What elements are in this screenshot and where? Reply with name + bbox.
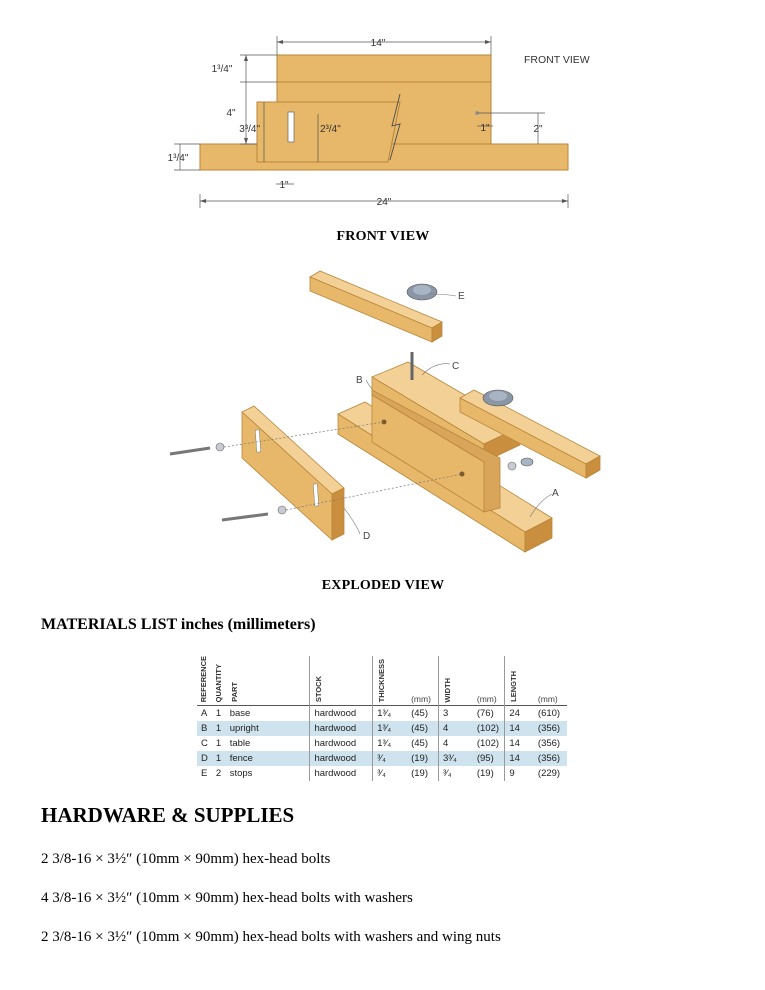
hardware-heading: HARDWARE & SUPPLIES (41, 803, 295, 827)
label-part-d: D (363, 531, 371, 542)
col-stock: STOCK (314, 676, 324, 703)
label-part-e: E (458, 291, 465, 302)
col-width: WIDTH (443, 677, 453, 703)
front-view-caption: FRONT VIEW (336, 229, 430, 244)
col-part: PART (229, 682, 239, 703)
front-view-tag: FRONT VIEW (524, 54, 590, 66)
hardware-item-2: 4 3/8-16 × 3½″ (10mm × 90mm) hex-head bolts with washers (41, 890, 413, 906)
hardware-item-1: 2 3/8-16 × 3½″ (10mm × 90mm) hex-head bolts (41, 851, 331, 867)
label-part-b: B (356, 375, 363, 386)
front-view-drawing (160, 30, 610, 215)
dim-base-length: 24" (376, 197, 392, 208)
dim-stop-1: 1" (480, 123, 490, 134)
materials-row-a: A 1 base hardwood 1³⁄₄ (45) 3 (76) 24 (610) (197, 706, 567, 722)
materials-header-row (197, 656, 567, 706)
dim-stop-2: 2" (533, 124, 543, 135)
col-thickness: THICKNESS (377, 658, 387, 703)
col-length-mm: (mm) (537, 694, 558, 705)
materials-row-b: B 1 upright hardwood 1³⁄₄ (45) 4 (102) 14 (356) (197, 721, 567, 736)
col-length: LENGTH (509, 671, 519, 703)
dim-top-width: 14" (370, 38, 386, 49)
part-d-fence (242, 406, 344, 540)
materials-row-c: C 1 table hardwood 1³⁄₄ (45) 4 (102) 14 (356) (201, 738, 561, 750)
col-reference: REFERENCE (199, 656, 208, 703)
label-part-c: C (452, 361, 460, 372)
materials-table-wrap (197, 656, 567, 781)
exploded-view-drawing (160, 262, 610, 562)
hardware-item-3: 2 3/8-16 × 3½″ (10mm × 90mm) hex-head bolts with washers and wing nuts (41, 929, 501, 945)
label-part-a: A (552, 488, 559, 499)
materials-row-e: E 2 stops hardwood ³⁄₄ (19) ³⁄₄ (19) 9 (229) (201, 768, 561, 780)
exploded-view-caption: EXPLODED VIEW (321, 578, 445, 593)
part-e-stop-top (310, 271, 442, 342)
materials-row-d: D 1 fence hardwood ³⁄₄ (19) 3³⁄₄ (95) 14 (356) (197, 751, 567, 766)
dim-upright-thickness: 1³/4" (211, 64, 233, 75)
col-width-mm: (mm) (476, 694, 497, 705)
col-thickness-mm: (mm) (411, 694, 431, 705)
dim-height-3-3-4: 3³/4" (239, 124, 260, 135)
front-slot (288, 112, 294, 142)
dim-height-4: 4" (226, 108, 236, 119)
dim-base-thickness: 1³/4" (167, 153, 189, 164)
materials-heading: MATERIALS LIST inches (millimeters) (41, 616, 316, 633)
dim-slot-offset: 1" (279, 180, 289, 191)
col-quantity: QUANTITY (213, 663, 223, 703)
dim-slot-2-3-4: 2³/4" (320, 124, 341, 135)
materials-table (197, 656, 567, 781)
